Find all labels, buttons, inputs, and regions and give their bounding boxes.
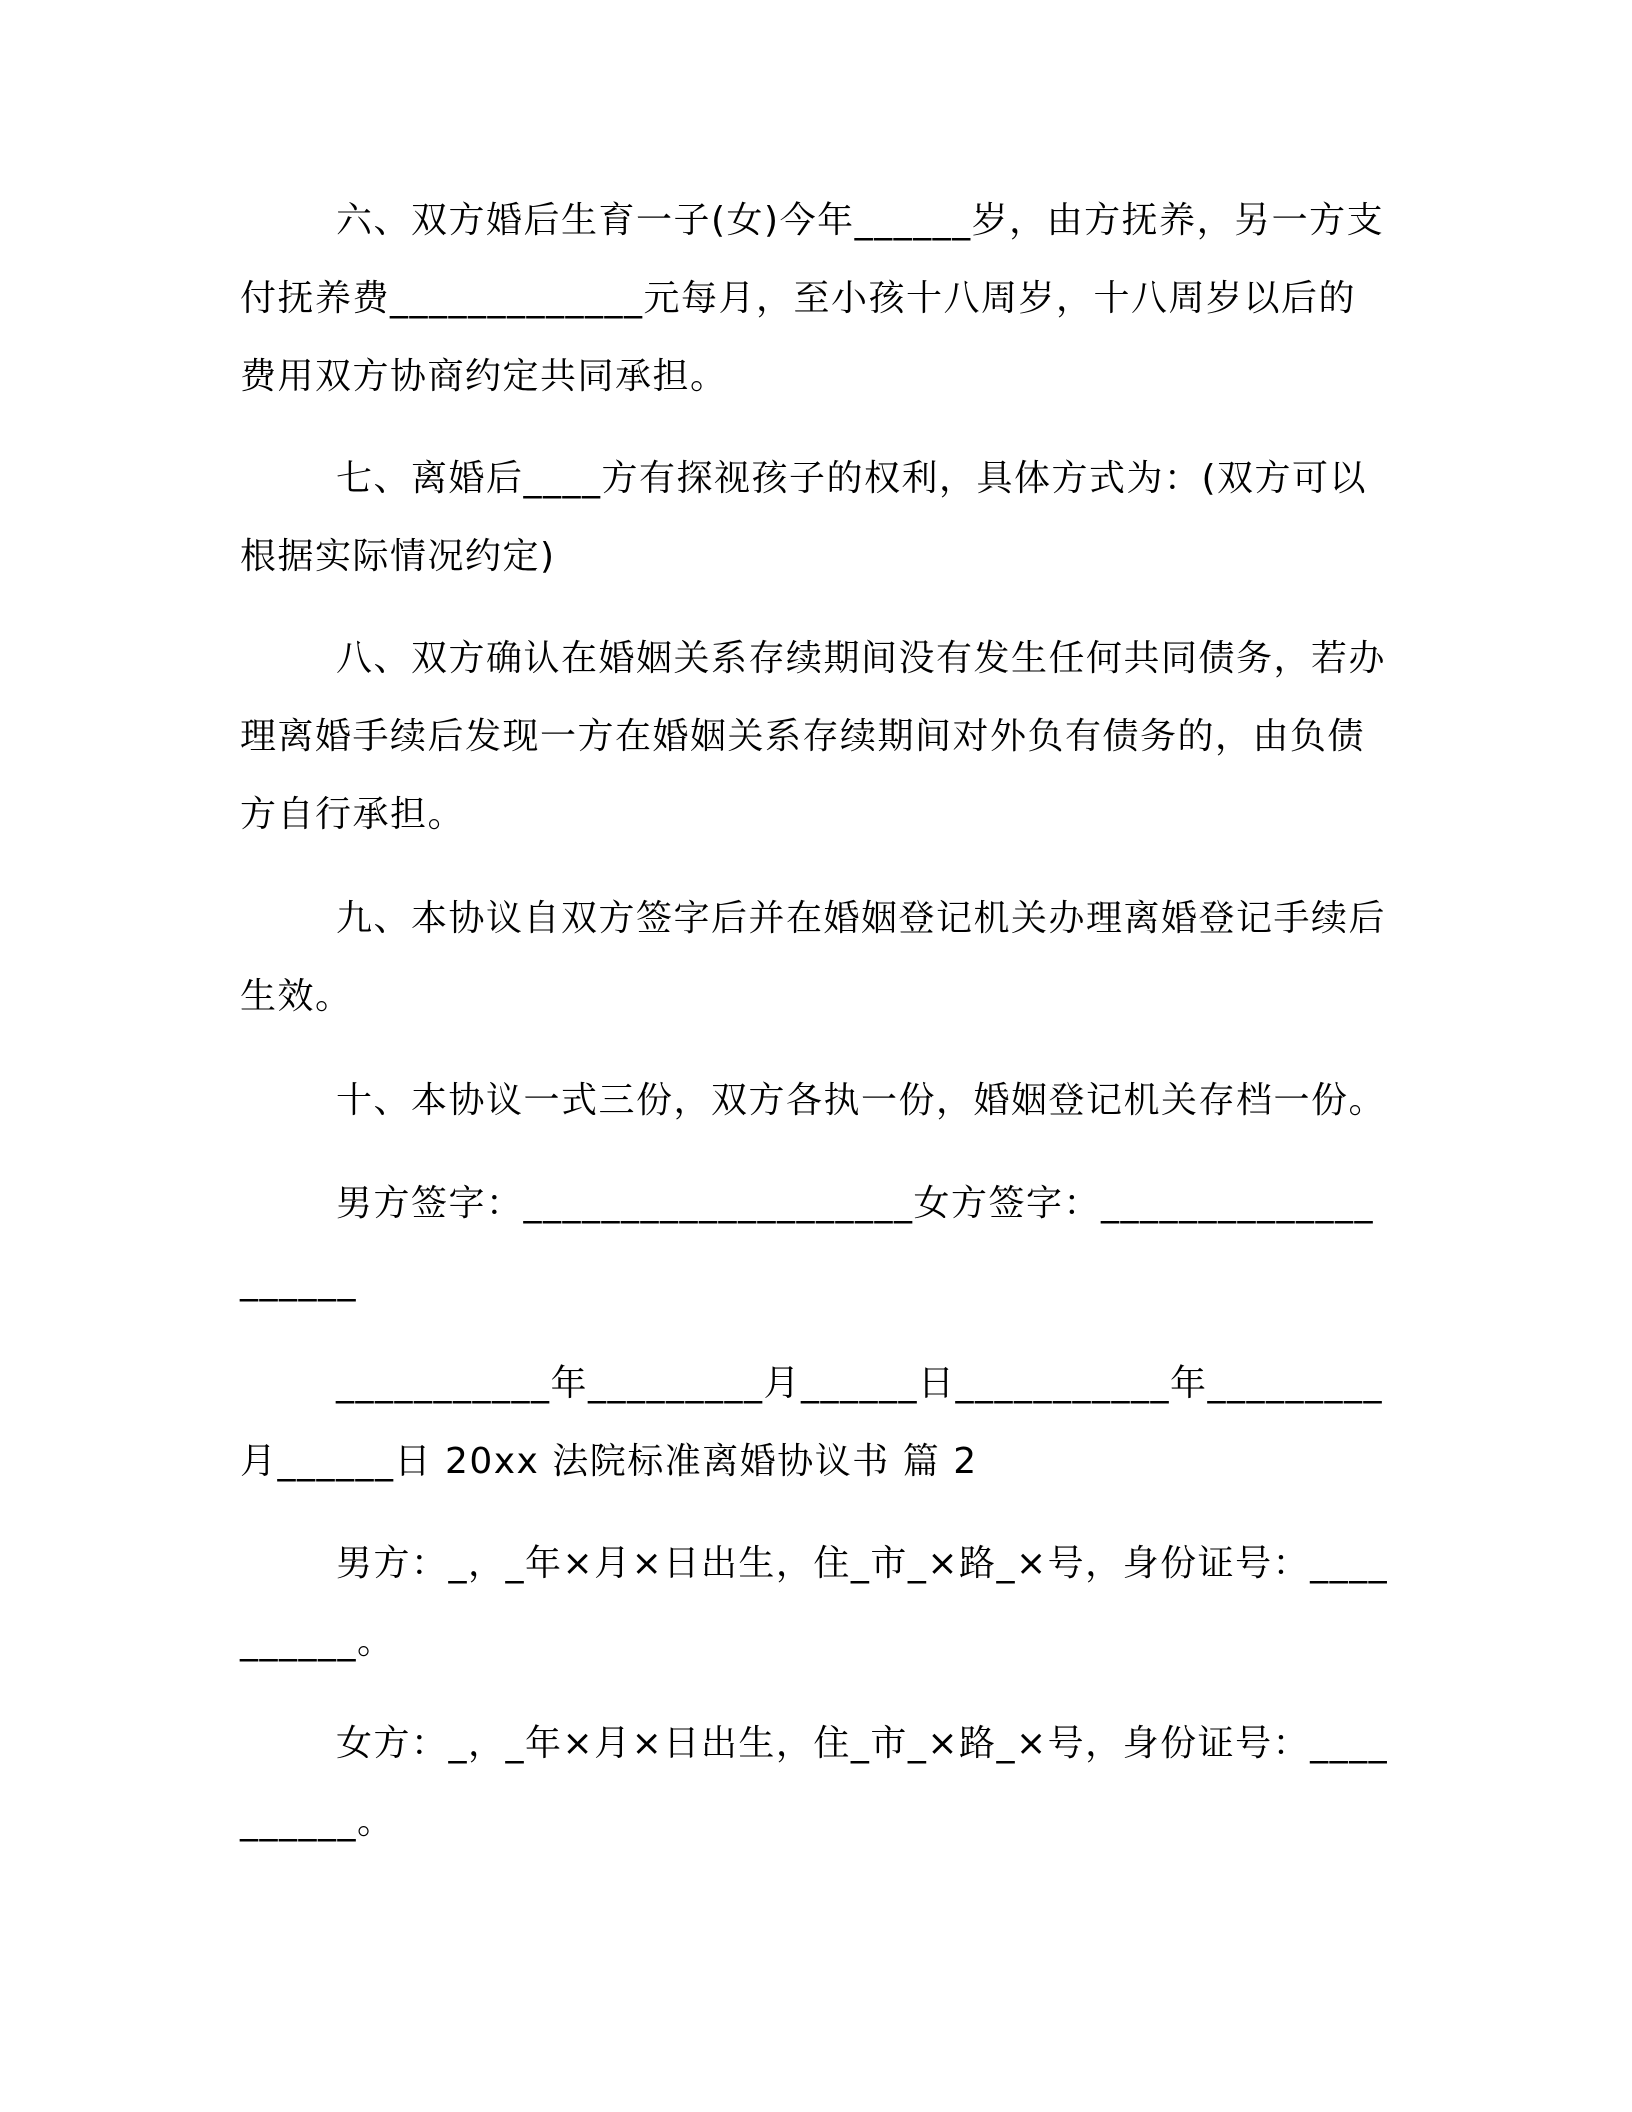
clause-eight: 八、双方确认在婚姻关系存续期间没有发生任何共同债务，若办理离婚手续后发现一方在婚姻关系存续期间对外负有债务的，由负债方自行承担。	[240, 638, 1387, 835]
male-party-info: 男方：_，_年×月×日出生，住_市_×路_×号，身份证号：__________。	[240, 1543, 1389, 1662]
female-party-info: 女方：_，_年×月×日出生，住_市_×路_×号，身份证号：__________。	[240, 1723, 1389, 1842]
clause-seven: 七、离婚后____方有探视孩子的权利，具体方式为：(双方可以根据实际情况约定)	[240, 458, 1368, 577]
signature-lines: 男方签字：____________________女方签字：____________________	[240, 1183, 1375, 1302]
clause-six: 六、双方婚后生育一子(女)今年______岁，由方抚养，另一方支付抚养费_____________元每月，至小孩十八周岁，十八周岁以后的费用双方协商约定共同承担。	[240, 200, 1385, 397]
clause-ten: 十、本协议一式三份，双方各执一份，婚姻登记机关存档一份。	[336, 1080, 1387, 1121]
date-lines-and-heading: ___________年_________月______日___________年_________月______日 20xx 法院标准离婚协议书 篇 2	[240, 1363, 1383, 1482]
clause-nine: 九、本协议自双方签字后并在婚姻登记机关办理离婚登记手续后生效。	[240, 898, 1387, 1017]
